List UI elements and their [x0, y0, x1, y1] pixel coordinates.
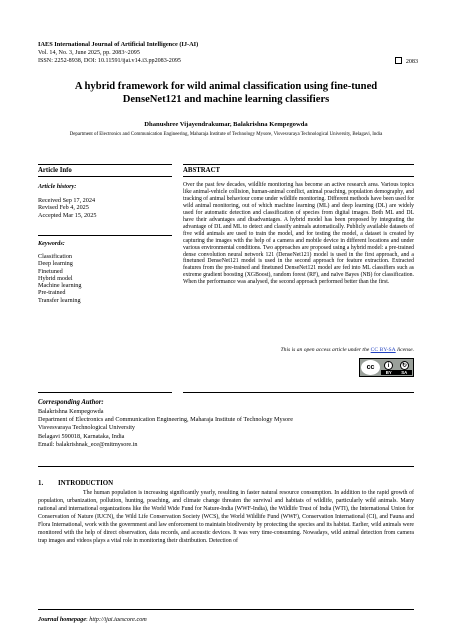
corresponding-address: Belagavi 590018, Karnataka, India — [38, 432, 125, 440]
abstract-text: Over the past few decades, wildlife monitoring has become an active research area. Various topics like animal-vehicle collision, human-animal conflict, animal poaching, population demography, and tracking of animal behaviour come under wildlife monitoring. Different methods have been used for wild animal monitoring, out of which machine learning (ML) and deep learning (DL) are widely used for automatic detection and classification of species from digital images. Both ML and DL have their advantages and disadvantages. A hybrid model has been proposed by integrating the advantage of DL and ML to detect and classify animals automatically. Publicly available datasets of five wild animals are used to train the model, and for testing the model, a dataset is created by capturing the images with the help of a camera and mobile device in different locations and under various environmental conditions. Two approaches are proposed using a hybrid model: a pre-trained dense convolution neural network 121 (DenseNet121) model is used in the first approach, and a finetuned DenseNet121 model is used in the second approach for feature extraction. Extracted features from the pre-trained and finetuned DenseNet121 model are fed into ML classifiers such as extreme gradient boosting (XGBoost), random forest (RF), and naïve Bayes (NB) for classification. When the performance was analysed, the second approach performed better than the first. — [183, 182, 414, 286]
journal-issn: ISSN: 2252-8938, DOI: 10.11591/ijai.v14.i3.pp2083-2095 — [38, 58, 181, 64]
corresponding-heading: Corresponding Author: — [38, 399, 104, 406]
divider — [183, 176, 414, 177]
history-list — [38, 197, 96, 219]
history-item: Received Sep 17, 2024 — [38, 197, 96, 204]
keywords-heading: Keywords: — [38, 240, 65, 247]
keywords-list — [38, 253, 81, 304]
keyword: Finetuned — [38, 267, 63, 275]
badge-label: BY — [385, 370, 392, 375]
journal-header — [38, 41, 418, 65]
keyword: Hybrid model — [38, 274, 73, 282]
introduction-text: The human population is increasing significantly yearly, resulting in faster natural resource consumption. In addition to the rapid growth of population, urbanization, pollution, hunting, poaching, and climate change threaten the survival and habitats of wildlife, particularly wild animals. Many national and international organizations like the World Wide Fund for Nature-India (WWF-India), the Wildlife Trust of India (WTI), the International Union for Conservation of Nature (IUCN), the Wild Life Conservation Society (WCS), the World Wildlife Fund (WWF), Conservation International (CI), and Fauna and Flora International, work with the government and law enforcement to maintain biodiversity by protecting the species and its habitat. Earlier, wild animals were monitored with the help of direct observation, data records, and acoustic devices. It was very time-consuming. Nowadays, wild animal detection from camera trap images and videos plays a vital role in monitoring their distribution. Detection of — [38, 490, 414, 544]
keyword: Pre-trained — [38, 289, 66, 297]
paper-affiliation: Department of Electronics and Communication Engineering, Maharaja Institute of Technology Mysore, Visvesvaraya Technological University, Belagavi, India — [69, 132, 383, 137]
box-icon — [395, 57, 402, 64]
divider — [38, 176, 172, 177]
share-alike-icon: ↻ — [401, 363, 408, 369]
divider — [38, 164, 172, 165]
keyword: Classification — [38, 253, 73, 260]
license-note: This is an open access article under the CC BY-SA license. — [280, 347, 414, 353]
history-item: Revised Feb 4, 2025 — [38, 204, 89, 212]
journal-homepage: Journal homepage: http://ijai.iaescore.com — [38, 616, 147, 623]
divider — [38, 466, 414, 467]
paper-authors: Dhanushree Vijayendrakumar, Balakrishna Kempegowda — [144, 121, 308, 128]
keyword: Machine learning — [38, 282, 82, 290]
page-number: 2083 — [395, 57, 418, 66]
corresponding-name: Balakrishna Kempegowda — [38, 408, 104, 415]
article-info-heading: Article Info — [38, 167, 72, 174]
corresponding-block — [38, 408, 414, 449]
journal-name: IAES International Journal of Artificial Intelligence (IJ-AI) — [38, 41, 199, 48]
journal-volume: Vol. 14, No. 3, June 2025, pp. 2083~2095 — [38, 50, 140, 56]
person-icon: i — [384, 361, 393, 370]
history-heading: Article history: — [38, 183, 77, 190]
corresponding-email[interactable]: Email: balakrishnak_ece@mitmysore.in — [38, 440, 138, 448]
abstract-heading: ABSTRACT — [183, 167, 221, 174]
divider — [38, 609, 414, 610]
section-heading: 1. INTRODUCTION — [38, 480, 114, 487]
divider — [183, 164, 414, 165]
paper-title: A hybrid framework for wild animal classification using fine-tuned DenseNet121 and machine learning classifiers — [74, 81, 378, 105]
divider — [183, 392, 414, 393]
homepage-link[interactable]: http://ijai.iaescore.com — [89, 616, 147, 623]
history-item: Accepted Mar 15, 2025 — [38, 211, 97, 219]
cc-logo-icon: cc — [361, 360, 380, 375]
keyword: Transfer learning — [38, 296, 81, 304]
license-link[interactable]: CC BY-SA — [370, 347, 396, 353]
badge-label: SA — [401, 370, 408, 375]
cc-license-badge[interactable] — [359, 358, 414, 377]
corresponding-dept: Department of Electronics and Communication Engineering, Maharaja Institute of Technology Mysore — [38, 416, 293, 424]
corresponding-univ: Visvesvaraya Technological University — [38, 424, 136, 432]
divider — [38, 392, 172, 393]
divider — [38, 235, 172, 236]
keyword: Deep learning — [38, 260, 73, 268]
